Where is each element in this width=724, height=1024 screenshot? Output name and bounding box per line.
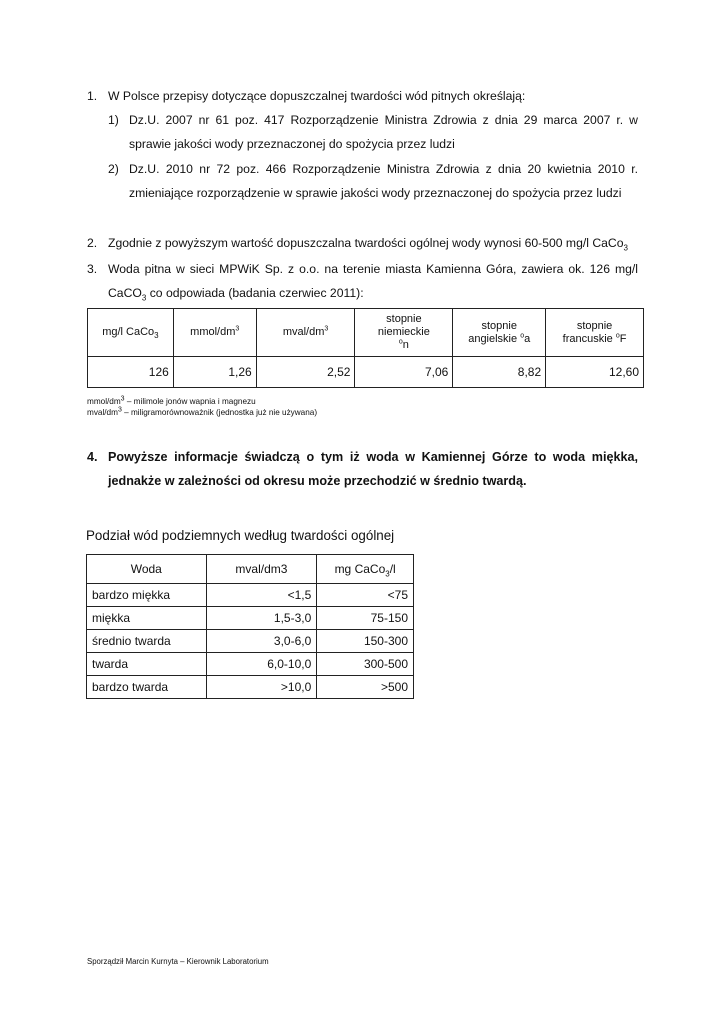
cell-woda: miękka bbox=[87, 607, 207, 630]
footnote-mval: mval/$dm^3$ – miligramorównoważnik (jednostka już nie używana) bbox=[87, 406, 318, 417]
cell-mval: 1,5-3,0 bbox=[206, 607, 317, 630]
item2-line2: zmieniające rozporządzenie w sprawie jakości wody przeznaczonej do spożycia przez ludzi bbox=[129, 186, 622, 200]
item2-line1: Dz.U. 2010 nr 72 poz. 466 Rozporządzenie Ministra Zdrowia z dnia 20 kwietnia 2010 r. bbox=[129, 162, 638, 176]
cell-mval: 6,0-10,0 bbox=[206, 653, 317, 676]
cell-mval: >10,0 bbox=[206, 676, 317, 699]
cell-mval: <1,5 bbox=[206, 584, 317, 607]
header-mg-caco3-l: mg CaCo$_3$/l bbox=[317, 555, 414, 584]
cell-mg: <75 bbox=[317, 584, 414, 607]
section4-line2: jednakże w zależności od okresu może przechodzić w średnio twardą. bbox=[108, 474, 527, 488]
header-mval: mval/$dm^3$ bbox=[256, 309, 355, 357]
value-german: 7,06 bbox=[355, 357, 453, 388]
section1-number: 1. bbox=[87, 89, 98, 103]
table-row bbox=[87, 584, 414, 607]
cell-mg: 75-150 bbox=[317, 607, 414, 630]
section3-number: 3. bbox=[87, 262, 98, 276]
header-woda: Woda bbox=[87, 555, 207, 584]
section4-number: 4. bbox=[87, 450, 98, 464]
table-row bbox=[87, 676, 414, 699]
value-mmol: 1,26 bbox=[173, 357, 256, 388]
section4-line1: Powyższe informacje świadczą o tym iż woda w Kamiennej Górze to woda miękka, bbox=[108, 450, 638, 464]
cell-mg: 150-300 bbox=[317, 630, 414, 653]
header-mgl-caco3: mg/l CaCo$_3$ bbox=[88, 309, 174, 357]
water-classification-table bbox=[86, 554, 414, 699]
table-row bbox=[88, 357, 644, 388]
header-mval-dm3: mval/dm3 bbox=[206, 555, 317, 584]
table-row bbox=[87, 653, 414, 676]
table-header-row bbox=[87, 555, 414, 584]
cell-mval: 3,0-6,0 bbox=[206, 630, 317, 653]
value-french: 12,60 bbox=[546, 357, 644, 388]
item1-number: 1) bbox=[108, 113, 119, 127]
hardness-conversion-table bbox=[87, 308, 644, 388]
item1-line1: Dz.U. 2007 nr 61 poz. 417 Rozporządzenie Ministra Zdrowia z dnia 29 marca 2007 r. w bbox=[129, 113, 638, 127]
page-footer: Sporządził Marcin Kurnyta – Kierownik Laboratorium bbox=[87, 957, 269, 966]
value-english: 8,82 bbox=[453, 357, 546, 388]
header-german-degrees: stopnie niemieckie $^o$n bbox=[355, 309, 453, 357]
cell-woda: średnio twarda bbox=[87, 630, 207, 653]
value-mval: 2,52 bbox=[256, 357, 355, 388]
cell-woda: bardzo twarda bbox=[87, 676, 207, 699]
footnote-mmol: mmol/$dm^3$ – milimole jonów wapnia i magnezu bbox=[87, 395, 256, 406]
table-row bbox=[87, 607, 414, 630]
section3-line2: CaCO$_3$ co odpowiada (badania czerwiec 2011): bbox=[108, 286, 364, 303]
cell-woda: bardzo miękka bbox=[87, 584, 207, 607]
header-mmol: mmol/$dm^3$ bbox=[173, 309, 256, 357]
item2-number: 2) bbox=[108, 162, 119, 176]
cell-mg: 300-500 bbox=[317, 653, 414, 676]
cell-woda: twarda bbox=[87, 653, 207, 676]
header-english-degrees: stopnie angielskie $^o$a bbox=[453, 309, 546, 357]
classification-title: Podział wód podziemnych według twardości ogólnej bbox=[86, 528, 395, 543]
value-mgl: 126 bbox=[88, 357, 174, 388]
section2-number: 2. bbox=[87, 236, 98, 250]
section3-line1: Woda pitna w sieci MPWiK Sp. z o.o. na terenie miasta Kamienna Góra, zawiera ok. 126 mg/l bbox=[108, 262, 638, 276]
table-row bbox=[87, 630, 414, 653]
cell-mg: >500 bbox=[317, 676, 414, 699]
item1-line2: sprawie jakości wody przeznaczonej do spożycia przez ludzi bbox=[129, 137, 455, 151]
header-french-degrees: stopnie francuskie $^o$F bbox=[546, 309, 644, 357]
table-header-row bbox=[88, 309, 644, 357]
section2-text: Zgodnie z powyższym wartość dopuszczalna twardości ogólnej wody wynosi 60-500 mg/l CaCo$_3$ bbox=[108, 236, 628, 253]
section1-text: W Polsce przepisy dotyczące dopuszczalnej twardości wód pitnych określają: bbox=[108, 89, 526, 103]
